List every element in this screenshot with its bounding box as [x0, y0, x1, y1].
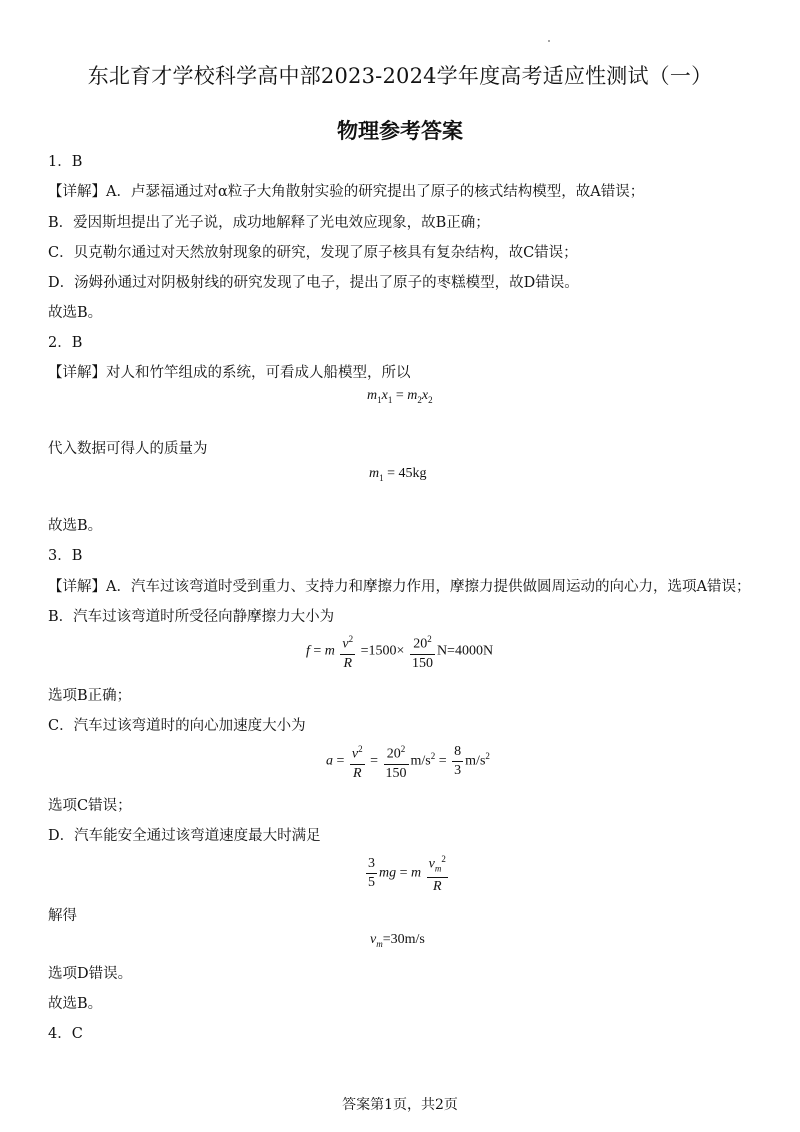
q3-answer: 3．B [48, 548, 83, 564]
q1-conclusion: 故选B。 [48, 305, 103, 321]
q3-result-d: 选项D错误。 [48, 966, 133, 982]
q1-answer: 1．B [48, 154, 83, 170]
q3-formula-friction: f = m $\frac{v^2}{R}$ =1500× $\frac{20^2}{150}$ N=4000N [306, 630, 493, 673]
q2-formula-momentum: $m_1x_1 = m_2x_2$ [367, 388, 433, 405]
q3-text-solve: 解得 [48, 908, 77, 924]
q2-detail: 【详解】对人和竹竿组成的系统，可看成人船模型，所以 [48, 365, 411, 381]
page-footer: 答案第1页，共2页 [342, 1097, 458, 1113]
q1-detail-b: B．爱因斯坦提出了光子说，成功地解释了光电效应现象，故B正确； [48, 215, 490, 231]
q3-detail-a: 【详解】A．汽车过该弯道时受到重力、支持力和摩擦力作用，摩擦力提供做圆周运动的向心力，选项A错误； [48, 579, 751, 595]
q4-answer: 4．C [48, 1026, 83, 1042]
q3-formula-max-speed: $\frac{3}{5}$ mg = m $\frac{v_m^2}{R}$ [364, 850, 450, 896]
q3-detail-b: B．汽车过该弯道时所受径向静摩擦力大小为 [48, 609, 335, 625]
page-subtitle: 物理参考答案 [337, 119, 463, 143]
q2-conclusion: 故选B。 [48, 518, 103, 534]
q2-answer: 2．B [48, 335, 83, 351]
q2-text-substitute: 代入数据可得人的质量为 [48, 441, 208, 457]
q1-detail-c: C．贝克勒尔通过对天然放射现象的研究，发现了原子核具有复杂结构，故C错误； [48, 245, 578, 261]
page-title: 东北育才学校科学高中部2023-2024学年度高考适应性测试（一） [87, 64, 713, 88]
q1-detail-a: 【详解】A．卢瑟福通过对α粒子大角散射实验的研究提出了原子的核式结构模型，故A错误； [48, 184, 645, 200]
q3-detail-c: C．汽车过该弯道时的向心加速度大小为 [48, 718, 306, 734]
q3-formula-vm: $v_m=30m/s$ [370, 932, 425, 949]
q2-formula-mass: $m_1 = 45kg$ [369, 466, 427, 483]
q3-result-b: 选项B正确； [48, 688, 132, 704]
q3-result-c: 选项C错误； [48, 798, 132, 814]
scan-speck [548, 40, 550, 42]
q3-conclusion: 故选B。 [48, 996, 103, 1012]
q1-detail-d: D．汤姆孙通过对阴极射线的研究发现了电子，提出了原子的枣糕模型，故D错误。 [48, 275, 579, 291]
q3-detail-d: D．汽车能安全通过该弯道速度最大时满足 [48, 828, 321, 844]
q3-formula-acceleration: a = $\frac{v^2}{R}$ = $\frac{20^2}{150}$ $m/s^2$ = $\frac{8}{3}$ $m/s^2$ [326, 740, 490, 783]
